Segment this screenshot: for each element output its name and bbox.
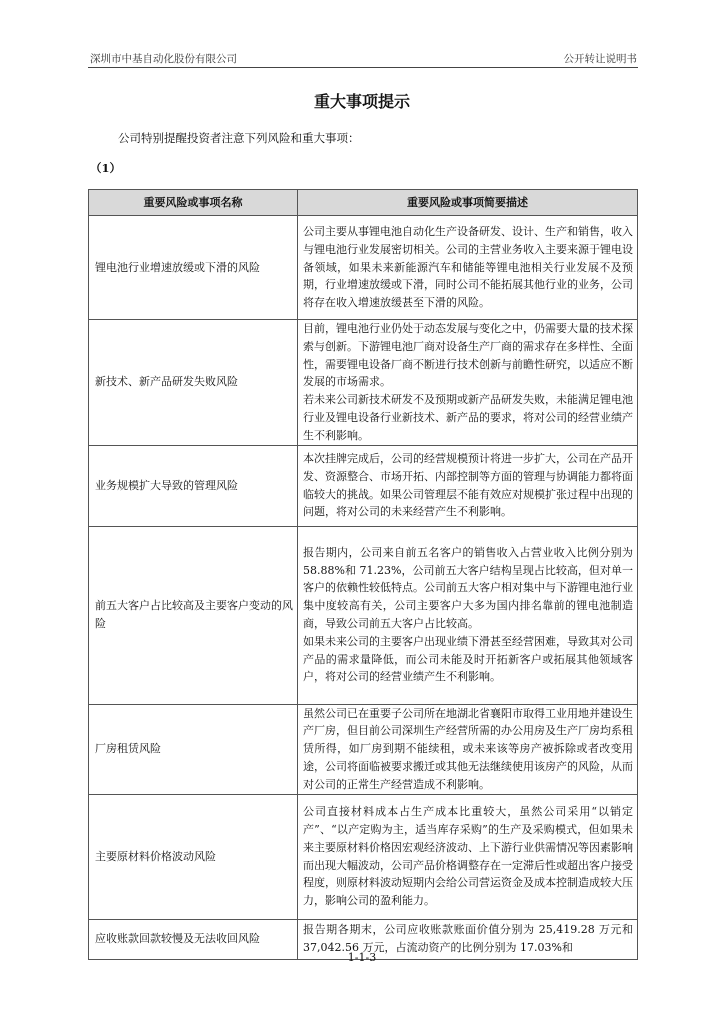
risk-name: 新技术、新产品研发失败风险 — [89, 320, 298, 446]
table-row — [89, 320, 638, 446]
header-company: 深圳市中基自动化股份有限公司 — [90, 53, 237, 65]
table-row — [89, 704, 638, 794]
risk-description-paragraph: 公司主要从事锂电池自动化生产设备研发、设计、生产和销售，收入与锂电池行业发展密切相关。公司的主营业务收入主要来源于锂电设备领域，如果未来新能源汽车和储能等锂电池相关行业发展不及预期，行业增速放缓或下滑，同时公司不能拓展其他行业的业务，公司将存在收入增速放缓甚至下滑的风险。 — [303, 225, 633, 310]
risk-name: 应收账款回款较慢及无法收回风险 — [89, 919, 298, 959]
risk-name: 业务规模扩大导致的管理风险 — [89, 445, 298, 526]
risk-description — [298, 445, 638, 526]
risk-name: 厂房租赁风险 — [89, 704, 298, 794]
col-header-description: 重要风险或事项简要描述 — [298, 190, 638, 216]
risk-description-paragraph: 报告期各期末，公司应收账款账面价值分别为 25,419.28 万元和 37,042.56 万元，占流动资产的比例分别为 17.03%和 — [303, 923, 633, 955]
risk-description-paragraph: 如果未来公司的主要客户出现业绩下滑甚至经营困难，导致其对公司产品的需求量降低，而公司未能及时开拓新客户或拓展其他领域客户，将对公司的经营业绩产生不利影响。 — [303, 634, 633, 684]
table-row — [89, 216, 638, 320]
risk-description — [298, 216, 638, 320]
risk-description — [298, 704, 638, 794]
risk-name: 锂电池行业增速放缓或下滑的风险 — [89, 216, 298, 320]
table-header-row — [89, 190, 638, 216]
risk-description — [298, 320, 638, 446]
page-number: 1-1-3 — [347, 951, 377, 964]
header-doc-type: 公开转让说明书 — [563, 53, 637, 65]
table-row — [89, 526, 638, 704]
risk-description-paragraph: 若未来公司新技术研发不及预期或新产品研发失败，未能满足锂电池行业及锂电设备行业新技术、新产品的要求，将对公司的经营业绩产生不利影响。 — [303, 393, 633, 442]
page-title: 重大事项提示 — [313, 92, 410, 111]
col-header-name: 重要风险或事项名称 — [89, 190, 298, 216]
header-rule — [88, 67, 638, 68]
table-row — [89, 445, 638, 526]
risk-name: 主要原材料价格波动风险 — [89, 794, 298, 919]
table-body — [89, 216, 638, 960]
risk-description-paragraph: 虽然公司已在重要子公司所在地湖北省襄阳市取得工业用地并建设生产厂房，但目前公司深圳生产经营所需的办公用房及生产厂房均系租赁所得，如厂房到期不能续租，或未来该等房产被拆除或者改变用途，公司将面临被要求搬迁或其他无法继续使用该房产的风险，从而对公司的正常生产经营造成不利影响。 — [303, 706, 633, 791]
page-header — [90, 51, 637, 65]
risk-name: 前五大客户占比较高及主要客户变动的风险 — [89, 526, 298, 704]
risk-table — [88, 189, 638, 960]
risk-description-paragraph: 本次挂牌完成后，公司的经营规模预计将进一步扩大，公司在产品开发、资源整合、市场开拓、内部控制等方面的管理与协调能力都将面临较大的挑战。如果公司管理层不能有效应对规模扩张过程中出现的问题，将对公司的未来经营产生不利影响。 — [303, 451, 633, 519]
section-label: （1） — [90, 161, 122, 175]
intro-text: 公司特别提醒投资者注意下列风险和重大事项： — [118, 131, 360, 145]
risk-description — [298, 526, 638, 704]
table-row — [89, 794, 638, 919]
risk-description-paragraph: 目前，锂电池行业仍处于动态发展与变化之中，仍需要大量的技术探索与创新。下游锂电池厂商对设备生产厂商的需求存在多样性、全面性，需要锂电设备厂商不断进行技术创新与前瞻性研究，以适应不断发展的市场需求。 — [303, 322, 633, 389]
risk-description-paragraph: 公司直接材料成本占生产成本比重较大，虽然公司采用“以销定产”、“以产定购为主，适当库存采购”的生产及采购模式，但如果未来主要原材料价格因宏观经济波动、上下游行业供需情况等因素影响而出现大幅波动，公司产品价格调整存在一定滞后性或超出客户接受程度，则原材料波动短期内会给公司营运资金及成本控制造成较大压力，影响公司的盈利能力。 — [303, 805, 633, 908]
risk-description — [298, 794, 638, 919]
risk-description-paragraph: 报告期内，公司来自前五名客户的销售收入占营业收入比例分别为 58.88%和 71.23%，公司前五大客户结构呈现占比较高，但对单一客户的依赖性较低特点。公司前五大客户相对集中与下游锂电池行业集中度较高有关，公司主要客户大多为国内排名靠前的锂电池制造商，导致公司前五大客户占比较高。 — [303, 545, 633, 631]
